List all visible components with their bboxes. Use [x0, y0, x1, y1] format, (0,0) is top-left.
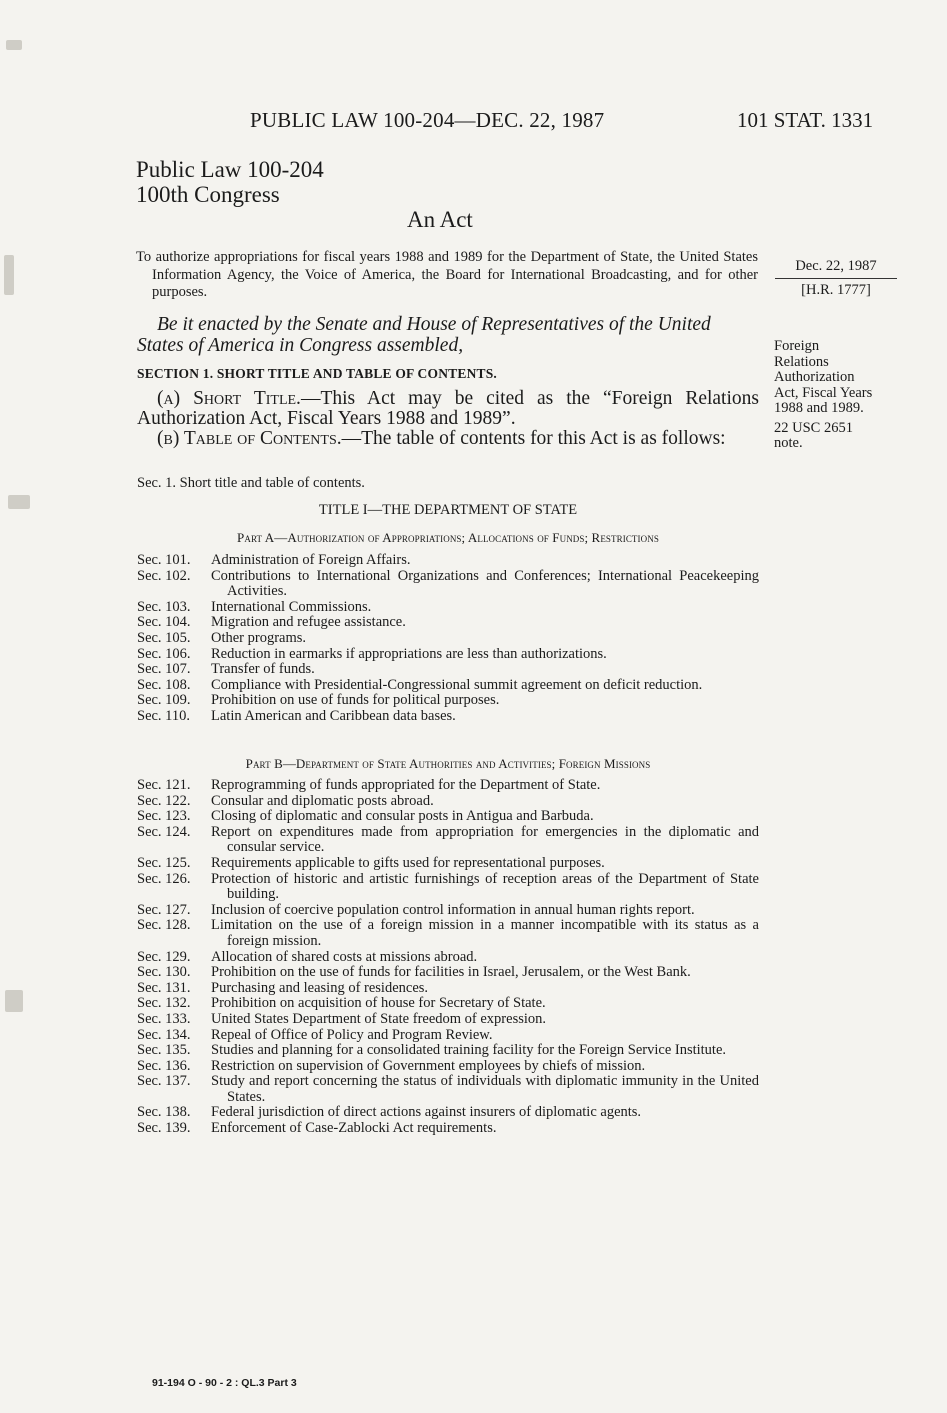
toc-entry-text: Prohibition on the use of funds for facilities in Israel, Jerusalem, or the West Bank.: [211, 964, 691, 981]
toc-part-a-heading: Part A—Authorization of Appropriations; Allocations of Funds; Restrictions: [237, 530, 659, 545]
toc-entry-number: Sec. 132.: [137, 995, 191, 1012]
toc-entry-number: Sec. 104.: [137, 614, 191, 631]
margin-note-line: Authorization: [774, 369, 855, 385]
toc-entry-text: Restriction on supervision of Government employees by chiefs of mission.: [211, 1057, 646, 1074]
toc-part-b-list: [137, 778, 759, 1137]
toc-entry-number: Sec. 125.: [137, 854, 191, 871]
toc-entry-text: Latin American and Caribbean data bases.: [211, 707, 456, 724]
toc-entry-text: Reduction in earmarks if appropriations are less than authorizations.: [211, 645, 607, 662]
toc-entry-text: Study and report concerning the status of individuals with diplomatic immunity in the United States.: [211, 1073, 759, 1105]
table-of-contents-paragraph: [137, 429, 759, 449]
scan-artifact: [4, 255, 14, 295]
running-head-title: PUBLIC LAW 100-204—DEC. 22, 1987: [250, 108, 605, 132]
toc-entry-text: Inclusion of coercive population control information in annual human rights report.: [211, 901, 695, 918]
toc-entry-number: Sec. 106.: [137, 645, 191, 662]
toc-entry-number: Sec. 108.: [137, 676, 191, 693]
toc-entry-text: Limitation on the use of a foreign mission in a manner incompatible with its status as a foreign mission.: [211, 917, 759, 949]
toc-entry: [137, 778, 759, 794]
toc-entry: [137, 794, 759, 810]
toc-entry-text: Consular and diplomatic posts abroad.: [211, 792, 434, 809]
toc-entry-text: Prohibition on acquisition of house for Secretary of State.: [211, 995, 546, 1012]
toc-entry-number: Sec. 135.: [137, 1042, 191, 1059]
toc-entry: [137, 1043, 759, 1059]
scan-artifact: [8, 495, 30, 509]
toc-entry-number: Sec. 139.: [137, 1120, 191, 1137]
scan-artifact: [6, 40, 22, 50]
toc-part-b-heading: Part B—Department of State Authorities and Activities; Foreign Missions: [245, 756, 651, 771]
toc-entry: [137, 553, 759, 569]
toc-entry-number: Sec. 126.: [137, 870, 191, 887]
printer-code: 91-194 O - 90 - 2 : QL.3 Part 3: [152, 1377, 297, 1389]
toc-entry: [137, 918, 759, 949]
toc-entry-text: Protection of historic and artistic furnishings of reception areas of the Department of State building.: [211, 870, 759, 903]
toc-entry: [137, 903, 759, 919]
law-identification: [136, 157, 324, 207]
toc-entry: [137, 1074, 759, 1105]
toc-entry-text: Administration of Foreign Affairs.: [211, 552, 411, 568]
toc-entry: [137, 1059, 759, 1075]
toc-entry: [137, 965, 759, 981]
toc-entry-number: Sec. 129.: [137, 948, 191, 965]
toc-entry: [137, 662, 759, 678]
toc-entry-text: Closing of diplomatic and consular posts in Antigua and Barbuda.: [211, 808, 594, 825]
toc-entry: [137, 809, 759, 825]
toc-entry: [137, 1105, 759, 1121]
toc-entry: [137, 647, 759, 663]
toc-entry: [137, 631, 759, 647]
statute-page-reference: 101 STAT. 1331: [737, 108, 874, 132]
toc-entry: [137, 872, 759, 903]
toc-entry-number: Sec. 134.: [137, 1026, 191, 1043]
toc-entry-text: Repeal of Office of Policy and Program Review.: [211, 1026, 493, 1043]
toc-entry-number: Sec. 127.: [137, 901, 191, 918]
toc-entry: [137, 678, 759, 694]
toc-entry-number: Sec. 122.: [137, 792, 191, 809]
toc-entry: [137, 693, 759, 709]
toc-entry: [137, 615, 759, 631]
enacting-clause: Be it enacted by the Senate and House of Representatives of the United States of America in Congress assembled,: [137, 314, 711, 356]
toc-part-a-list: [137, 553, 759, 725]
enactment-date: Dec. 22, 1987: [795, 258, 877, 274]
toc-entry-number: Sec. 123.: [137, 808, 191, 825]
margin-rule: [775, 278, 897, 279]
scan-artifact: [5, 990, 23, 1012]
toc-entry-text: Federal jurisdiction of direct actions against insurers of diplomatic agents.: [211, 1104, 642, 1121]
toc-entry-text: Studies and planning for a consolidated training facility for the Foreign Service Institute.: [211, 1042, 727, 1059]
toc-entry: [137, 856, 759, 872]
short-title-label: (a) Short Title.: [157, 388, 301, 409]
toc-entry-text: Prohibition on use of funds for political purposes.: [211, 692, 500, 709]
toc-entry: [137, 996, 759, 1012]
toc-entry-text: United States Department of State freedom of expression.: [211, 1010, 547, 1027]
toc-entry-number: Sec. 121.: [137, 777, 191, 793]
toc-entry-number: Sec. 110.: [137, 707, 191, 724]
toc-entry-number: Sec. 103.: [137, 598, 191, 615]
toc-entry: [137, 950, 759, 966]
toc-entry-number: Sec. 102.: [137, 567, 191, 584]
margin-note-line: 1988 and 1989.: [774, 400, 864, 416]
toc-entry: [137, 1121, 759, 1137]
usc-citation-line: note.: [774, 435, 803, 451]
toc-entry: [137, 1028, 759, 1044]
toc-entry-number: Sec. 137.: [137, 1073, 191, 1090]
margin-note-line: Act, Fiscal Years: [774, 384, 873, 401]
toc-entry-text: Requirements applicable to gifts used for representational purposes.: [211, 854, 605, 871]
usc-citation-line: 22 USC 2651: [774, 419, 853, 436]
toc-entry-text: Reprogramming of funds appropriated for the Department of State.: [211, 777, 601, 793]
toc-entry-text: Transfer of funds.: [211, 661, 315, 678]
toc-section-1: Sec. 1. Short title and table of contents.: [137, 475, 365, 491]
short-title-text: —This Act may be cited as the “Foreign Relations Authorization Act, Fiscal Years 1988 and 1989”.: [137, 388, 759, 429]
toc-entry-number: Sec. 124.: [137, 823, 191, 840]
toc-entry-text: Compliance with Presidential-Congressional summit agreement on deficit reduction.: [211, 676, 703, 693]
table-of-contents-text: —The table of contents for this Act is as follows:: [341, 428, 726, 449]
margin-note: [774, 339, 904, 452]
toc-entry: [137, 1012, 759, 1028]
margin-date-block: [775, 256, 897, 300]
margin-note-line: Foreign: [774, 338, 820, 354]
toc-entry-text: Migration and refugee assistance.: [211, 614, 406, 631]
usc-citation: [774, 421, 904, 452]
toc-entry-number: Sec. 109.: [137, 692, 191, 709]
toc-entry-number: Sec. 133.: [137, 1010, 191, 1027]
toc-entry-text: Allocation of shared costs at missions abroad.: [211, 948, 478, 965]
act-label: An Act: [407, 207, 473, 232]
toc-entry: [137, 600, 759, 616]
toc-entry-number: Sec. 130.: [137, 964, 191, 981]
toc-entry-number: Sec. 128.: [137, 917, 191, 934]
toc-entry-text: Enforcement of Case-Zablocki Act requirements.: [211, 1120, 497, 1137]
short-title-paragraph: [137, 389, 759, 428]
toc-entry: [137, 709, 759, 725]
toc-entry-text: Other programs.: [211, 629, 307, 646]
toc-entry-number: Sec. 138.: [137, 1104, 191, 1121]
toc-entry-number: Sec. 136.: [137, 1057, 191, 1074]
congress-number: 100th Congress: [136, 182, 280, 207]
toc-entry: [137, 569, 759, 600]
toc-entry-text: Contributions to International Organizations and Conferences; International Peacekeeping Activities.: [211, 567, 759, 600]
bill-number: [H.R. 1777]: [801, 282, 871, 298]
toc-entry-number: Sec. 107.: [137, 661, 191, 678]
toc-entry: [137, 825, 759, 856]
toc-title-1: TITLE I—THE DEPARTMENT OF STATE: [318, 502, 578, 518]
act-purpose: To authorize appropriations for fiscal years 1988 and 1989 for the Department of State, the United States Information Agency, the Voice of America, the Board for International Broadcasting, and for other purposes.: [136, 249, 758, 300]
margin-note-line: Relations: [774, 353, 829, 370]
table-of-contents-label: (b) Table of Contents.: [157, 428, 342, 449]
toc-entry-text: Report on expenditures made from appropriation for emergencies in the diplomatic and consular service.: [211, 823, 759, 856]
toc-entry-number: Sec. 131.: [137, 979, 191, 996]
toc-entry: [137, 981, 759, 997]
toc-entry-number: Sec. 105.: [137, 629, 191, 646]
public-law-number: Public Law 100-204: [136, 157, 324, 182]
toc-entry-text: Purchasing and leasing of residences.: [211, 979, 429, 996]
toc-entry-number: Sec. 101.: [137, 552, 191, 568]
section-1-heading: SECTION 1. SHORT TITLE AND TABLE OF CONTENTS.: [137, 366, 498, 381]
toc-entry-text: International Commissions.: [211, 598, 372, 615]
